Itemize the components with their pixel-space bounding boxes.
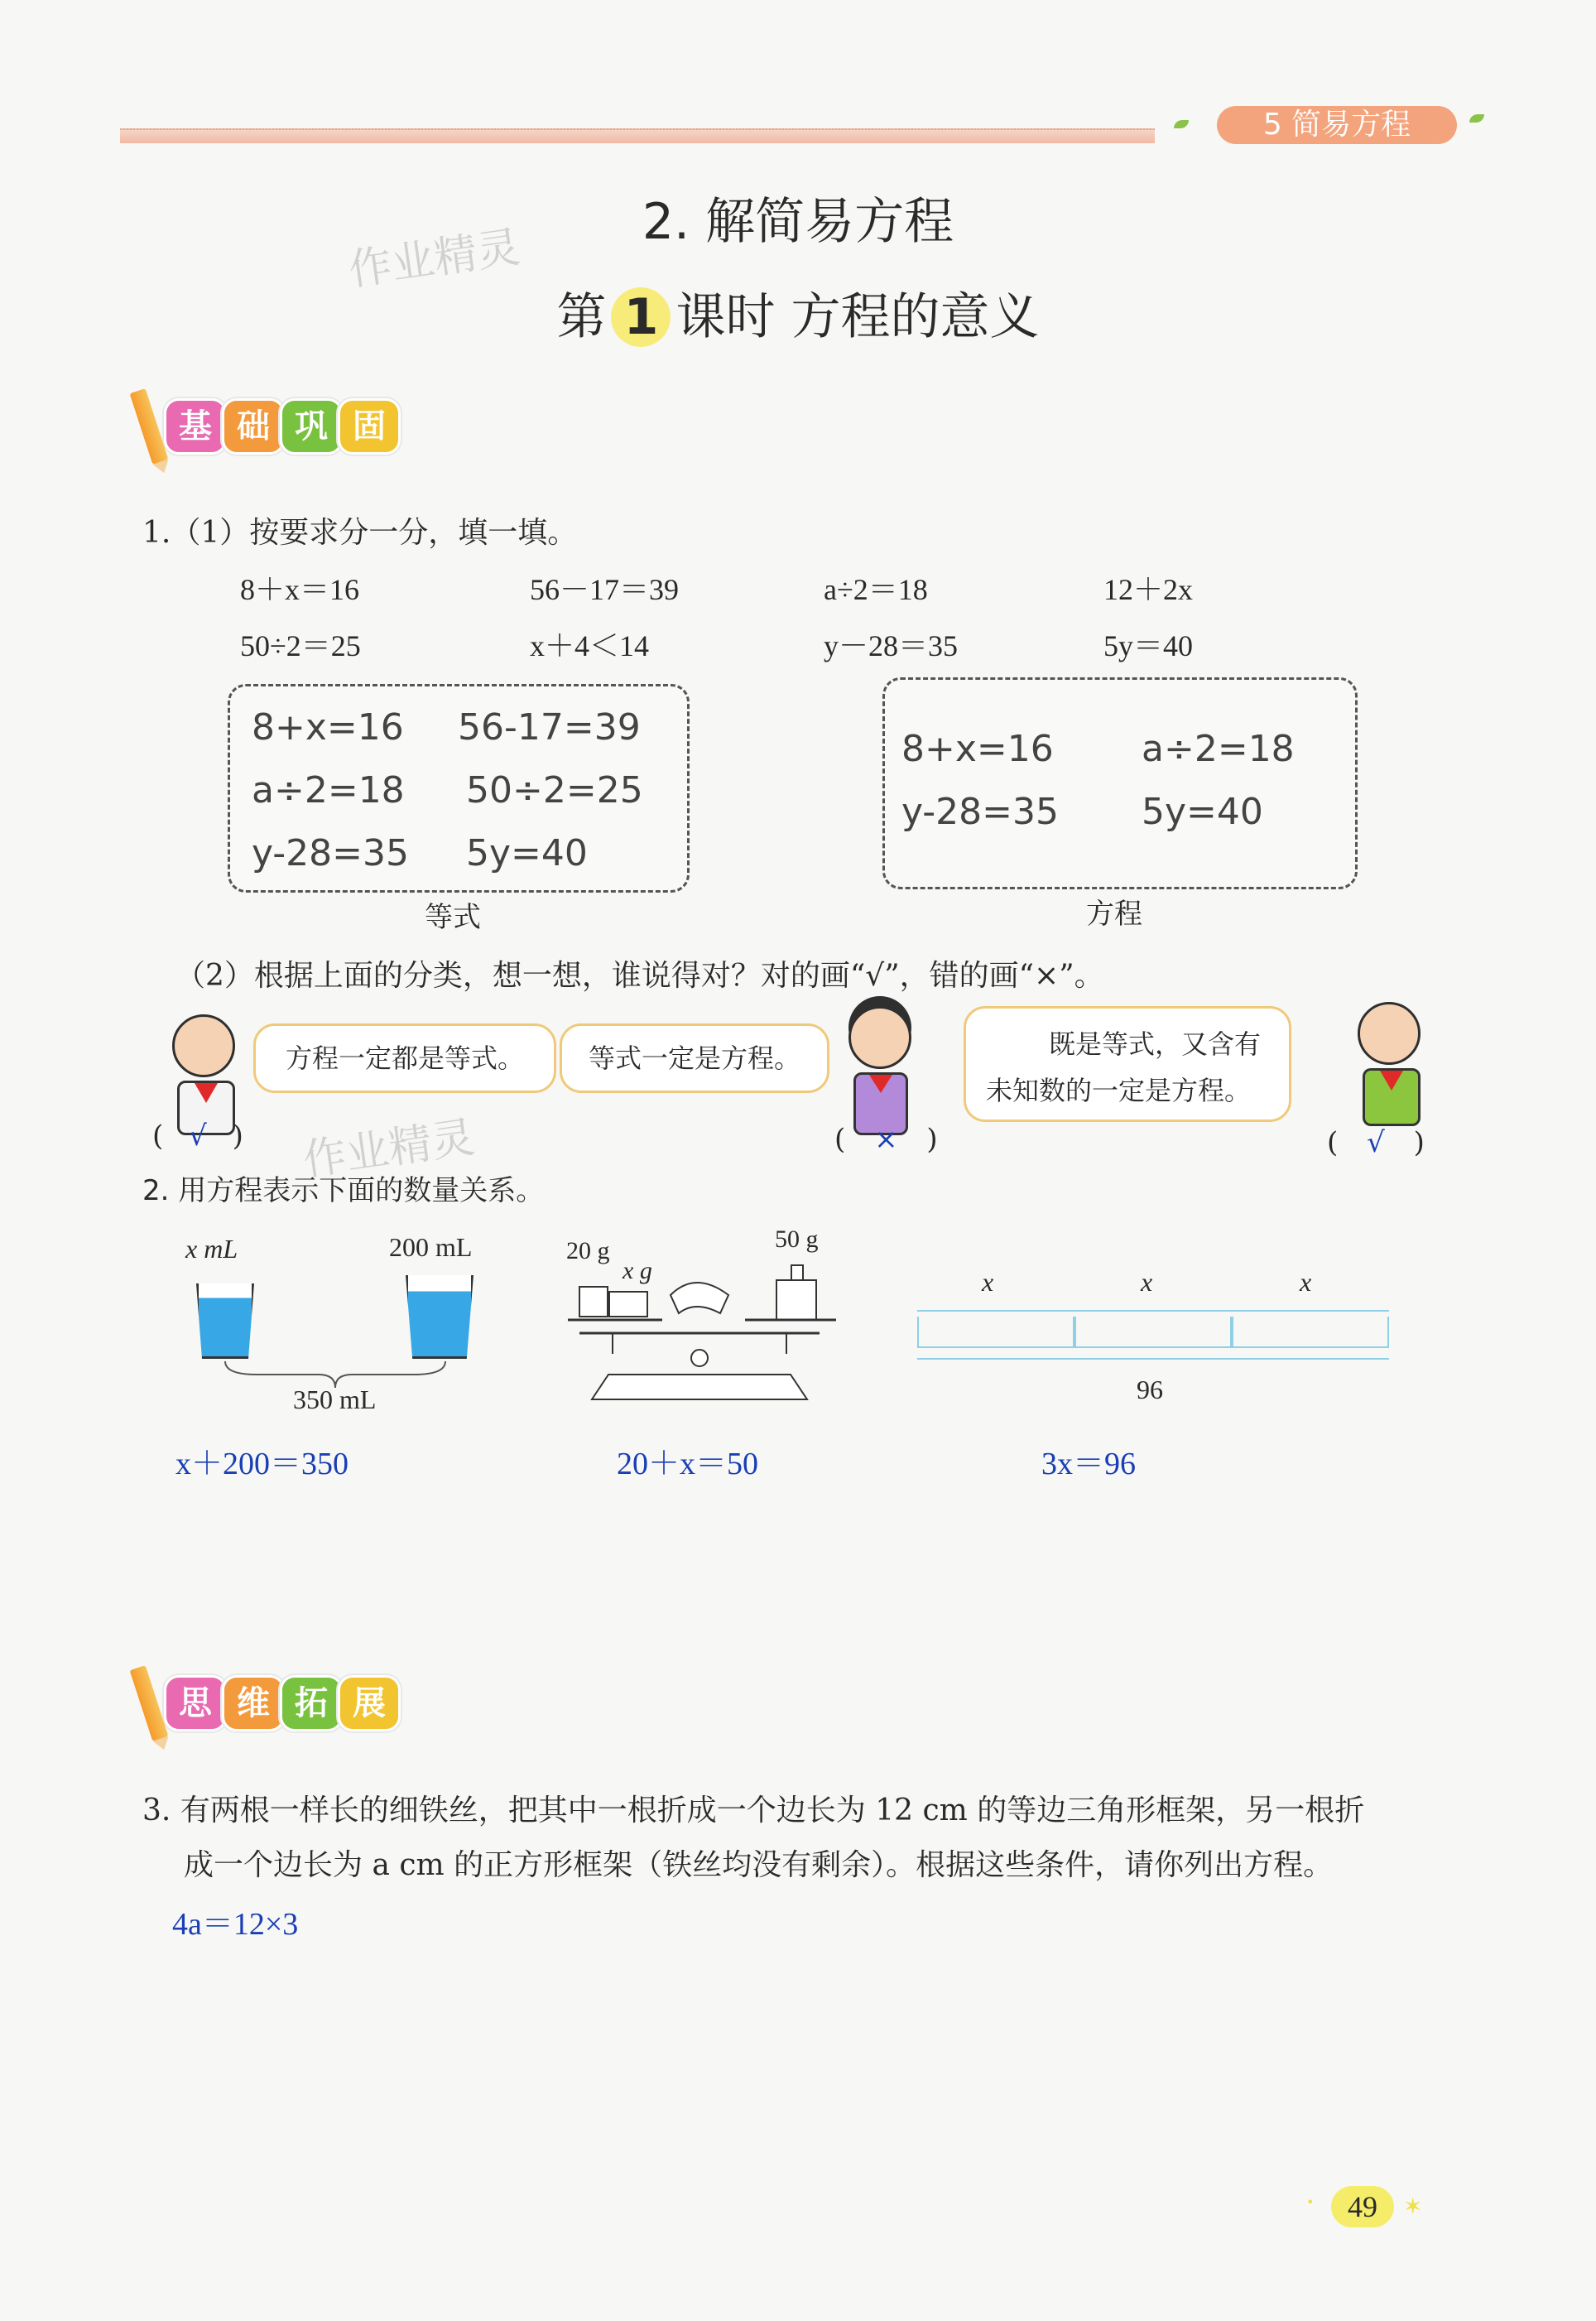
q2-answer: x＋200＝350	[175, 1447, 349, 1481]
label-equalities: 等式	[425, 901, 481, 934]
pencil-icon	[130, 388, 169, 465]
boy-head-icon	[1358, 1002, 1421, 1065]
equalities-box	[228, 684, 690, 893]
balance-scale-icon	[563, 1259, 836, 1412]
paren-open: (	[152, 1120, 164, 1153]
equations-box	[882, 677, 1358, 889]
banner-basic	[141, 397, 396, 455]
statement-bubble: 方程一定都是等式。	[253, 1023, 556, 1093]
banner-extend	[141, 1674, 396, 1732]
pencil-icon	[130, 1665, 169, 1741]
equation-item: 8＋x＝16	[240, 573, 360, 606]
boy-figure	[172, 1014, 235, 1135]
statement-bubble	[964, 1006, 1291, 1122]
box-equation: y-28=35	[901, 791, 1059, 833]
q1-part2-prompt: （2）根据上面的分类，想一想，谁说得对？对的画“√”，错的画“×”。	[175, 959, 1104, 993]
q1-part1-prompt: 1.（1）按要求分一分，填一填。	[142, 516, 578, 550]
banner-char: 展	[338, 1675, 401, 1731]
box-equation: 56-17=39	[458, 706, 641, 749]
q3-line: 3. 有两根一样长的细铁丝，把其中一根折成一个边长为 12 cm 的等边三角形框架，另一根折	[142, 1794, 1365, 1827]
scale-right-label: 50 g	[775, 1226, 819, 1253]
box-equation: 50÷2=25	[466, 769, 643, 811]
statement-line: 未知数的一定是方程。	[986, 1075, 1252, 1106]
paren-close: )	[926, 1123, 938, 1156]
banner-char: 础	[222, 398, 285, 455]
paren-close: )	[232, 1120, 243, 1153]
box-equation: 8+x=16	[252, 706, 404, 749]
banner-char: 巩	[280, 398, 343, 455]
leaf-icon	[1174, 120, 1189, 128]
equation-item: 50÷2＝25	[240, 629, 361, 662]
paren-open: (	[1327, 1126, 1339, 1159]
scale-left-sub-label: x g	[623, 1257, 652, 1284]
box-equation: 8+x=16	[901, 728, 1054, 770]
banner-char: 拓	[280, 1675, 343, 1731]
equation-item: y－28＝35	[824, 629, 959, 662]
box-equation: y-28=35	[252, 832, 409, 874]
banner-char: 固	[338, 398, 401, 455]
answer-slot	[152, 1120, 260, 1153]
chapter-badge: 5 简易方程	[1217, 106, 1457, 144]
box-equation: 5y=40	[1142, 791, 1263, 833]
cup-total-label: 350 mL	[293, 1384, 377, 1414]
lesson-title	[0, 277, 1596, 349]
girl-head-icon	[848, 1006, 911, 1069]
segment-total-label: 96	[1137, 1375, 1163, 1404]
q3-line: 成一个边长为 a cm 的正方形框架（铁丝均没有剩余）。根据这些条件，请你列出方程。	[184, 1848, 1334, 1882]
segment-icon	[917, 1317, 1074, 1348]
q2-prompt: 2. 用方程表示下面的数量关系。	[142, 1174, 545, 1207]
banner-char: 思	[164, 1675, 227, 1731]
equation-item: 56－17＝39	[530, 573, 680, 606]
boy-head-icon	[172, 1014, 235, 1077]
segment-label: x	[1141, 1267, 1153, 1297]
q2-answer: 20＋x＝50	[617, 1447, 759, 1481]
segment-icon	[1232, 1317, 1389, 1348]
lesson-prefix: 第	[556, 288, 607, 346]
lesson-suffix: 课时 方程的意义	[675, 288, 1040, 346]
check-mark: √	[189, 1120, 207, 1153]
segment-bottom-line	[917, 1358, 1389, 1360]
boy-body-icon	[1363, 1068, 1421, 1126]
cup-left-label: x mL	[185, 1234, 238, 1264]
box-equation: 5y=40	[466, 832, 588, 874]
watermark: 作业精灵	[300, 1112, 478, 1187]
watermark: 作业精灵	[345, 222, 523, 296]
q3-answer: 4a＝12×3	[172, 1907, 299, 1942]
equation-item: a÷2＝18	[824, 573, 928, 606]
equation-item: 12＋2x	[1103, 573, 1194, 606]
header-rule	[120, 128, 1155, 143]
check-mark: √	[1367, 1126, 1385, 1159]
segment-label: x	[982, 1267, 994, 1297]
scale-left-label: 20 g	[566, 1237, 610, 1264]
paren-open: (	[834, 1123, 846, 1156]
q2-answer: 3x＝96	[1041, 1447, 1137, 1481]
page-number: 49	[1331, 2186, 1394, 2227]
banner-char: 维	[222, 1675, 285, 1731]
equation-item: x＋4＜14	[530, 629, 650, 662]
segment-icon	[1074, 1317, 1232, 1348]
statement-bubble: 等式一定是方程。	[560, 1023, 829, 1093]
answer-slot	[1327, 1126, 1435, 1159]
cup-right-icon	[406, 1275, 474, 1359]
cup-left-icon	[196, 1283, 254, 1359]
section-title: 2. 解简易方程	[642, 193, 954, 251]
girl-figure	[848, 1006, 911, 1135]
banner-char: 基	[164, 398, 227, 455]
equation-item: 5y＝40	[1103, 629, 1194, 662]
answer-slot	[834, 1123, 942, 1156]
star-icon: ✶	[1403, 2193, 1423, 2220]
segment-label: x	[1300, 1267, 1312, 1297]
statement-line: 既是等式，又含有	[1049, 1028, 1262, 1060]
lesson-number: 1	[611, 287, 671, 347]
boy-figure	[1358, 1002, 1421, 1126]
leaf-icon	[1469, 114, 1484, 123]
box-equation: a÷2=18	[1142, 728, 1295, 770]
segment-top-line	[917, 1310, 1389, 1312]
paren-close: )	[1413, 1126, 1425, 1159]
cup-right-label: 200 mL	[389, 1232, 473, 1262]
star-icon: •	[1306, 2194, 1315, 2210]
label-equations: 方程	[1086, 898, 1142, 931]
box-equation: a÷2=18	[252, 769, 405, 811]
cross-mark: ×	[874, 1123, 898, 1156]
